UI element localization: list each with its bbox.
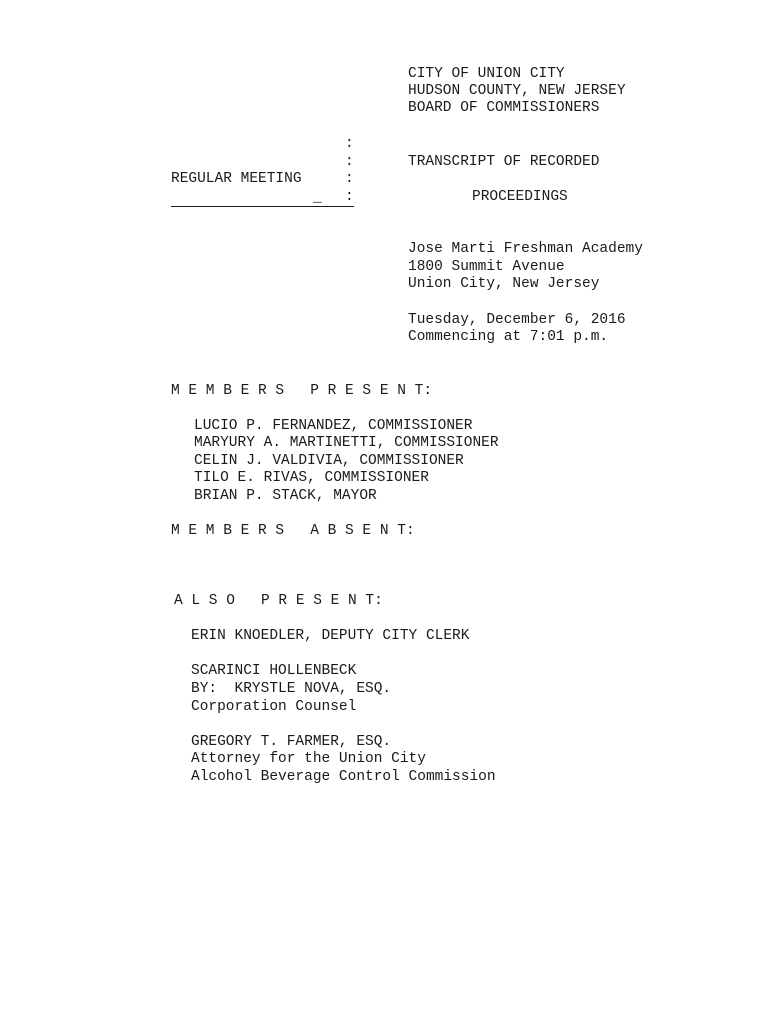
header-city: CITY OF UNION CITY [408,66,565,82]
meeting-start-time: Commencing at 7:01 p.m. [408,329,609,345]
counsel-attorney: BY: KRYSTLE NOVA, ESQ. [191,681,392,697]
members-present-heading: M E M B E R S P R E S E N T: [171,383,433,399]
meeting-date: Tuesday, December 6, 2016 [408,312,626,328]
caption-colon: : [345,171,354,187]
caption-underline [171,206,354,207]
member-name: LUCIO P. FERNANDEZ, COMMISSIONER [194,418,473,434]
counsel-firm: SCARINCI HOLLENBECK [191,663,357,679]
counsel-role: Corporation Counsel [191,699,357,715]
deputy-clerk: ERIN KNOEDLER, DEPUTY CITY CLERK [191,628,470,644]
caption-colon: : [345,136,354,152]
transcript-title-line1: TRANSCRIPT OF RECORDED [408,154,600,170]
member-name: MARYURY A. MARTINETTI, COMMISSIONER [194,435,499,451]
header-board: BOARD OF COMMISSIONERS [408,100,600,116]
caption-colon: : [345,189,354,205]
location-venue: Jose Marti Freshman Academy [408,241,643,257]
meeting-label: REGULAR MEETING [171,171,302,187]
member-name: BRIAN P. STACK, MAYOR [194,488,377,504]
abc-commission: Alcohol Beverage Control Commission [191,769,496,785]
also-present-heading: A L S O P R E S E N T: [174,593,383,609]
caption-colon: : [345,154,354,170]
member-name: TILO E. RIVAS, COMMISSIONER [194,470,429,486]
members-absent-heading: M E M B E R S A B S E N T: [171,523,415,539]
abc-attorney: GREGORY T. FARMER, ESQ. [191,734,392,750]
member-name: CELIN J. VALDIVIA, COMMISSIONER [194,453,464,469]
transcript-title-line2: PROCEEDINGS [472,189,568,205]
location-city: Union City, New Jersey [408,276,600,292]
header-county: HUDSON COUNTY, NEW JERSEY [408,83,626,99]
location-street: 1800 Summit Avenue [408,259,565,275]
abc-role: Attorney for the Union City [191,751,426,767]
caption-underscore: _ [313,190,322,206]
